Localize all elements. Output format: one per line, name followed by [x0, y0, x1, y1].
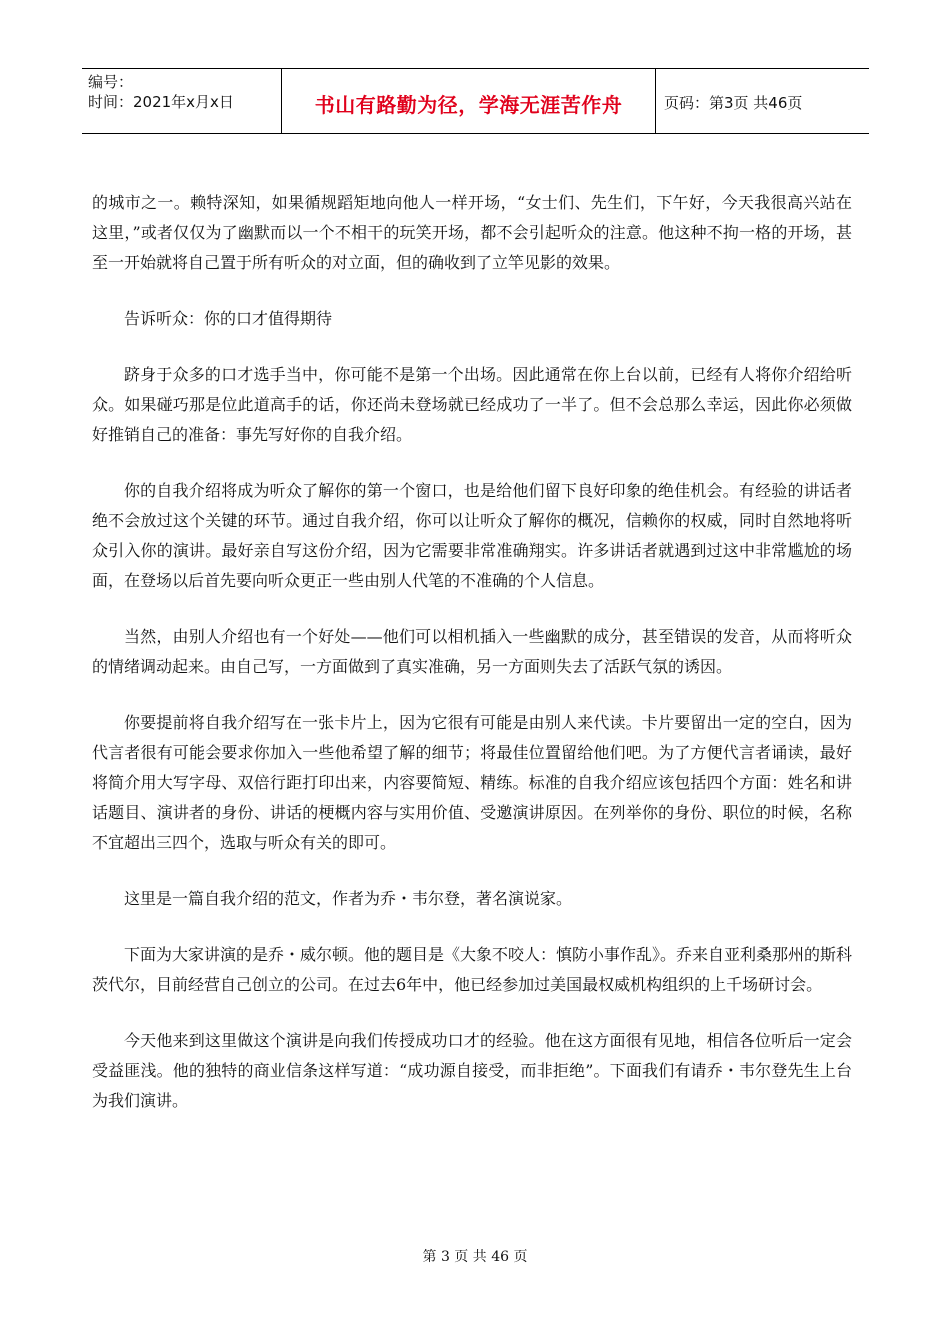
date-label: 时间：2021年x月x日	[88, 93, 234, 111]
serial-label: 编号：	[88, 73, 134, 91]
paragraph-2: 跻身于众多的口才选手当中，你可能不是第一个出场。因此通常在你上台以前，已经有人将你介绍给听众。如果碰巧那是位此道高手的话，你还尚未登场就已经成功了一半了。但不会总那么幸运，因此你必须做好推销自己的准备：事先写好你的自我介绍。	[92, 365, 852, 444]
paragraph-8: 今天他来到这里做这个演讲是向我们传授成功口才的经验。他在这方面很有见地，相信各位听后一定会受益匪浅。他的独特的商业信条这样写道：“成功源自接受，而非拒绝”。下面我们有请乔・韦尔登先生上台为我们演讲。	[92, 1031, 852, 1110]
document-body	[92, 188, 852, 1142]
header-page-label: 页码：第3页 共46页	[664, 93, 803, 112]
paragraph-3: 你的自我介绍将成为听众了解你的第一个窗口，也是给他们留下良好印象的绝佳机会。有经验的讲话者绝不会放过这个关键的环节。通过自我介绍，你可以让听众了解你的概况，信赖你的权威，同时自然地将听众引入你的演讲。最好亲自写这份介绍，因为它需要非常准确翔实。许多讲话者就遇到过这中非常尴尬的场面，在登场以后首先要向听众更正一些由别人代笔的不准确的个人信息。	[92, 481, 852, 590]
page-header	[82, 68, 869, 134]
page-footer	[0, 1246, 950, 1266]
header-meta-cell	[82, 69, 282, 133]
paragraph-5: 你要提前将自我介绍写在一张卡片上，因为它很有可能是由别人来代读。卡片要留出一定的空白，因为代言者很有可能会要求你加入一些他希望了解的细节；将最佳位置留给他们吧。为了方便代言者诵读，最好将简介用大写字母、双倍行距打印出来，内容要简短、精练。标准的自我介绍应该包括四个方面：姓名和讲话题目、演讲者的身份、讲话的梗概内容与实用价值、受邀演讲原因。在列举你的身份、职位的时候，名称不宜超出三四个，选取与听众有关的即可。	[92, 713, 852, 852]
header-motto-cell	[282, 69, 656, 133]
paragraph-7: 下面为大家讲演的是乔・威尔顿。他的题目是《大象不咬人：慎防小事作乱》。乔来自亚利桑那州的斯科茨代尔，目前经营自己创立的公司。在过去6年中，他已经参加过美国最权威机构组织的上千场研讨会。	[92, 945, 853, 994]
motto-text: 书山有路勤为径，学海无涯苦作舟	[314, 92, 623, 117]
paragraph-6: 这里是一篇自我介绍的范文，作者为乔・韦尔登，著名演说家。	[124, 889, 573, 908]
header-page-cell	[656, 69, 869, 133]
paragraph-1: 的城市之一。赖特深知，如果循规蹈矩地向他人一样开场，“女士们、先生们，下午好，今天我很高兴站在这里，”或者仅仅为了幽默而以一个不相干的玩笑开场，都不会引起听众的注意。他这种不拘一格的开场，甚至一开始就将自己置于所有听众的对立面，但的确收到了立竿见影的效果。	[92, 193, 852, 272]
footer-page-number: 第 3 页 共 46 页	[422, 1249, 528, 1265]
section-heading: 告诉听众：你的口才值得期待	[124, 309, 333, 328]
paragraph-4: 当然，由别人介绍也有一个好处——他们可以相机插入一些幽默的成分，甚至错误的发音，从而将听众的情绪调动起来。由自己写，一方面做到了真实准确，另一方面则失去了活跃气氛的诱因。	[92, 627, 852, 676]
